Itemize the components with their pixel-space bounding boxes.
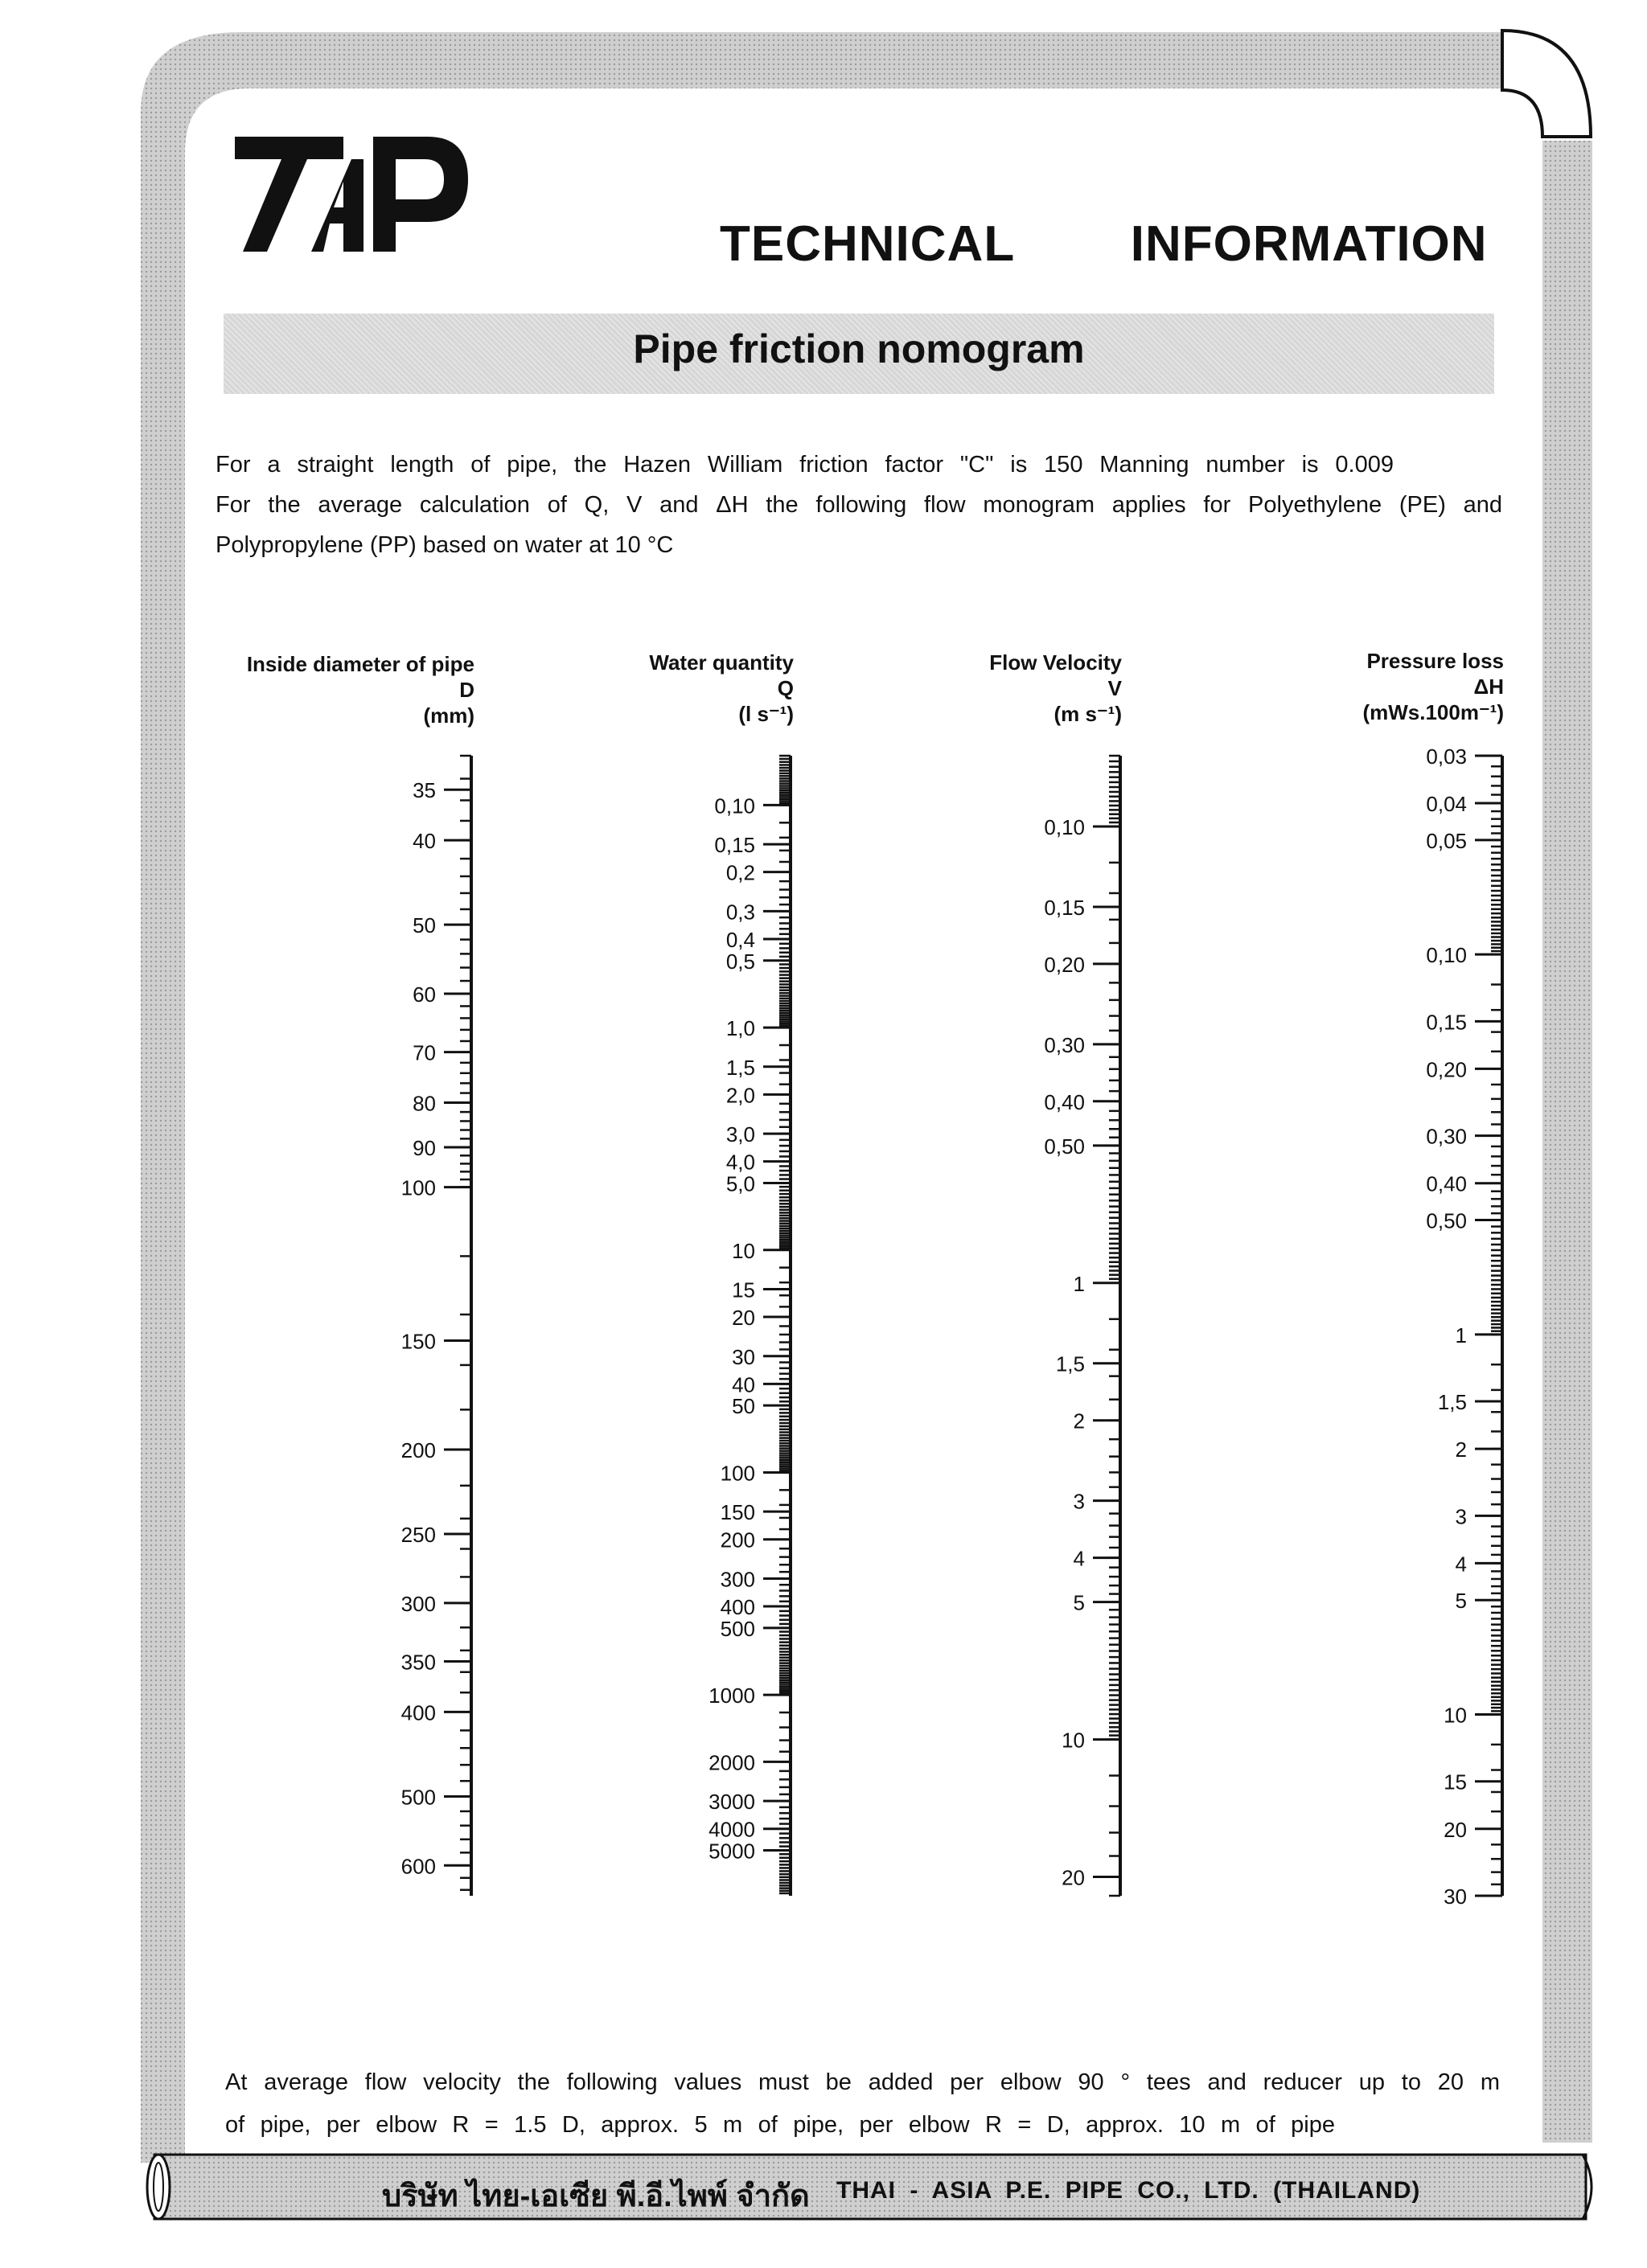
pressure-tick-label: 0,04 [1426, 792, 1467, 817]
flow-tick-label: 2,0 [725, 1083, 755, 1108]
flow-tick-label: 1,5 [725, 1055, 755, 1080]
flow-tick-label: 200 [720, 1528, 755, 1552]
flow-tick-label: 300 [720, 1567, 755, 1592]
flow-scale [708, 756, 791, 1896]
diameter-tick-label: 60 [413, 982, 436, 1007]
diameter-tick-label: 40 [413, 829, 436, 854]
column-unit: (mm) [423, 703, 474, 728]
pressure-tick-label: 0,40 [1426, 1171, 1467, 1196]
velocity-tick-label: 1,5 [1055, 1351, 1085, 1376]
velocity-tick-label: 0,15 [1044, 895, 1085, 920]
flow-tick-label: 0,5 [725, 949, 755, 974]
diameter-tick-label: 100 [400, 1175, 436, 1200]
diameter-tick-label: 350 [400, 1650, 436, 1675]
flow-tick-label: 150 [720, 1500, 755, 1525]
flow-tick-label: 0,3 [725, 900, 755, 925]
flow-tick-label: 2000 [708, 1750, 755, 1775]
page-title: TECHNICAL INFORMATION [720, 216, 1488, 272]
column-symbol: Q [777, 676, 794, 700]
flow-tick-label: 0,15 [714, 833, 755, 858]
flow-tick-label: 5,0 [725, 1171, 755, 1196]
pressure-tick-label: 5 [1455, 1589, 1467, 1614]
velocity-tick-label: 0,40 [1044, 1089, 1085, 1114]
flow-tick-label: 20 [732, 1306, 755, 1331]
flow-tick-label: 0,2 [725, 860, 755, 885]
pressure-tick-label: 3 [1455, 1504, 1467, 1529]
diameter-tick-label: 50 [413, 913, 436, 938]
pressure-tick-label: 4 [1455, 1552, 1467, 1577]
pressure-tick-label: 30 [1444, 1885, 1467, 1909]
column-unit: (m s⁻¹) [1054, 702, 1122, 726]
diameter-tick-label: 250 [400, 1523, 436, 1548]
pressure-tick-label: 0,03 [1426, 744, 1467, 769]
intro-line-2: For the average calculation of Q, V and ΔH the following flow monogram applies for Polyethylene (PE) and [216, 492, 1502, 518]
flow-tick-label: 50 [732, 1394, 755, 1419]
pressure-tick-label: 0,50 [1426, 1208, 1467, 1233]
pressure-tick-label: 2 [1455, 1437, 1467, 1462]
pressure-tick-label: 10 [1444, 1703, 1467, 1728]
column-title: Pressure loss [1366, 649, 1504, 673]
diameter-tick-label: 150 [400, 1329, 436, 1354]
flow-tick-label: 3,0 [725, 1122, 755, 1147]
flow-tick-label: 400 [720, 1595, 755, 1620]
flow-tick-label: 0,10 [714, 794, 755, 818]
flow-tick-label: 5000 [708, 1839, 755, 1864]
pressure-tick-label: 15 [1444, 1770, 1467, 1794]
column-symbol: D [459, 678, 474, 702]
pressure-tick-label: 0,05 [1426, 828, 1467, 853]
pressure-scale [1426, 744, 1502, 1909]
velocity-tick-label: 4 [1073, 1546, 1085, 1571]
flow-tick-label: 1000 [708, 1684, 755, 1708]
flow-tick-label: 0,4 [725, 927, 755, 952]
column-title: Flow Velocity [989, 650, 1122, 675]
velocity-scale [1044, 756, 1120, 1896]
diameter-tick-label: 35 [413, 778, 436, 803]
diameter-tick-label: 600 [400, 1854, 436, 1879]
flow-tick-label: 10 [732, 1238, 755, 1263]
velocity-tick-label: 20 [1062, 1865, 1085, 1890]
page-subtitle: Pipe friction nomogram [633, 326, 1085, 371]
intro-line-3: Polypropylene (PP) based on water at 10 °C [216, 532, 674, 558]
velocity-tick-label: 0,30 [1044, 1032, 1085, 1057]
flow-tick-label: 40 [732, 1372, 755, 1397]
velocity-tick-label: 3 [1073, 1489, 1085, 1514]
diameter-scale [401, 756, 471, 1896]
diameter-tick-label: 200 [400, 1437, 436, 1462]
velocity-tick-label: 0,50 [1044, 1134, 1085, 1159]
flow-tick-label: 30 [732, 1344, 755, 1369]
column-unit: (l s⁻¹) [738, 702, 794, 726]
diameter-tick-label: 400 [400, 1700, 436, 1725]
pressure-tick-label: 20 [1444, 1817, 1467, 1842]
velocity-tick-label: 0,10 [1044, 814, 1085, 839]
footer-note-2: of pipe, per elbow R = 1.5 D, approx. 5 m of pipe, per elbow R = D, approx. 10 m of pipe [225, 2112, 1335, 2138]
diameter-tick-label: 90 [413, 1135, 436, 1160]
pressure-tick-label: 0,10 [1426, 943, 1467, 968]
pressure-tick-label: 0,15 [1426, 1010, 1467, 1035]
diameter-tick-label: 70 [413, 1040, 436, 1065]
velocity-tick-label: 5 [1073, 1590, 1085, 1615]
company-name-thai: บริษัท ไทย-เอเซีย พี.อี.ไพพ์ จำกัด [382, 2180, 810, 2213]
company-name-english: THAI - ASIA P.E. PIPE CO., LTD. (THAILAND) [836, 2177, 1421, 2204]
flow-tick-label: 4,0 [725, 1150, 755, 1175]
flow-tick-label: 4000 [708, 1817, 755, 1842]
pressure-tick-label: 0,20 [1426, 1057, 1467, 1082]
flow-tick-label: 3000 [708, 1790, 755, 1815]
velocity-tick-label: 2 [1073, 1409, 1085, 1433]
flow-tick-label: 1,0 [725, 1016, 755, 1041]
footer-note-1: At average flow velocity the following values must be added per elbow 90 ° tees and reducer up to 20 m [225, 2069, 1500, 2095]
velocity-tick-label: 1 [1073, 1271, 1085, 1296]
column-unit: (mWs.100m⁻¹) [1362, 700, 1504, 724]
pressure-tick-label: 0,30 [1426, 1124, 1467, 1149]
velocity-tick-label: 0,20 [1044, 952, 1085, 977]
diameter-tick-label: 80 [413, 1091, 436, 1116]
diameter-tick-label: 300 [400, 1591, 436, 1616]
column-symbol: ΔH [1473, 675, 1504, 699]
column-title: Water quantity [649, 650, 794, 675]
column-title: Inside diameter of pipe [246, 652, 474, 676]
flow-tick-label: 500 [720, 1616, 755, 1641]
pressure-tick-label: 1,5 [1437, 1390, 1467, 1415]
column-symbol: V [1107, 676, 1122, 700]
flow-tick-label: 15 [732, 1278, 755, 1302]
diameter-tick-label: 500 [400, 1785, 436, 1810]
velocity-tick-label: 10 [1062, 1728, 1085, 1753]
flow-tick-label: 100 [720, 1461, 755, 1486]
pressure-tick-label: 1 [1455, 1323, 1467, 1347]
intro-line-1: For a straight length of pipe, the Hazen William friction factor "C" is 150 Manning number is 0.009 [216, 452, 1394, 478]
